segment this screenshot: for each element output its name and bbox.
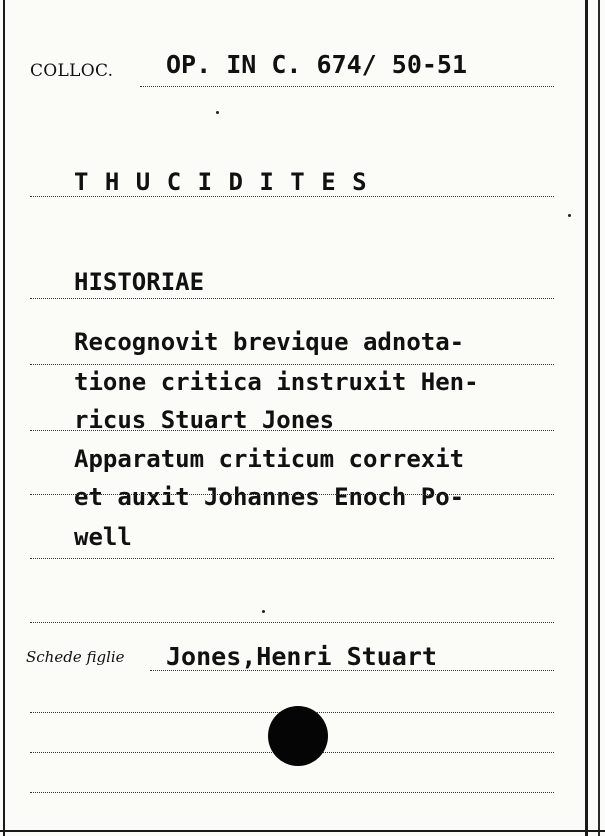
card-bottom-edge (0, 830, 605, 832)
colloc-label: COLLOC. (30, 61, 114, 81)
schede-rule (150, 670, 554, 671)
author-name: T H U C I D I T E S (74, 168, 368, 196)
card-right-edge (585, 0, 588, 836)
schede-value: Jones,Henri Stuart (166, 642, 437, 671)
punch-hole-icon (268, 706, 328, 766)
colloc-value: OP. IN C. 674/ 50-51 (166, 50, 468, 79)
description-line-4: Apparatum criticum correxit (74, 445, 465, 473)
description-line-6: well (74, 523, 132, 551)
ink-speck (568, 214, 571, 217)
title-rule (30, 298, 554, 299)
description-rule-2 (30, 430, 554, 431)
description-rule-3 (30, 494, 554, 495)
author-rule (30, 196, 554, 197)
blank-rule-4 (30, 792, 554, 793)
card-left-edge (3, 0, 5, 836)
description-rule-1 (30, 364, 554, 365)
work-title: HISTORIAE (74, 268, 205, 296)
description-rule-4 (30, 558, 554, 559)
description-line-2: tione critica instruxit Hen- (74, 368, 479, 396)
description-line-3: ricus Stuart Jones (74, 406, 335, 434)
ink-speck (216, 111, 219, 114)
description-line-1: Recognovit brevique adnota- (74, 328, 465, 356)
card-right-outer-edge (598, 0, 600, 836)
schede-label: Schede figlie (26, 648, 125, 666)
ink-speck (262, 610, 265, 613)
colloc-rule (140, 86, 554, 87)
blank-rule-1 (30, 622, 554, 623)
description-line-5: et auxit Johannes Enoch Po- (74, 483, 465, 511)
